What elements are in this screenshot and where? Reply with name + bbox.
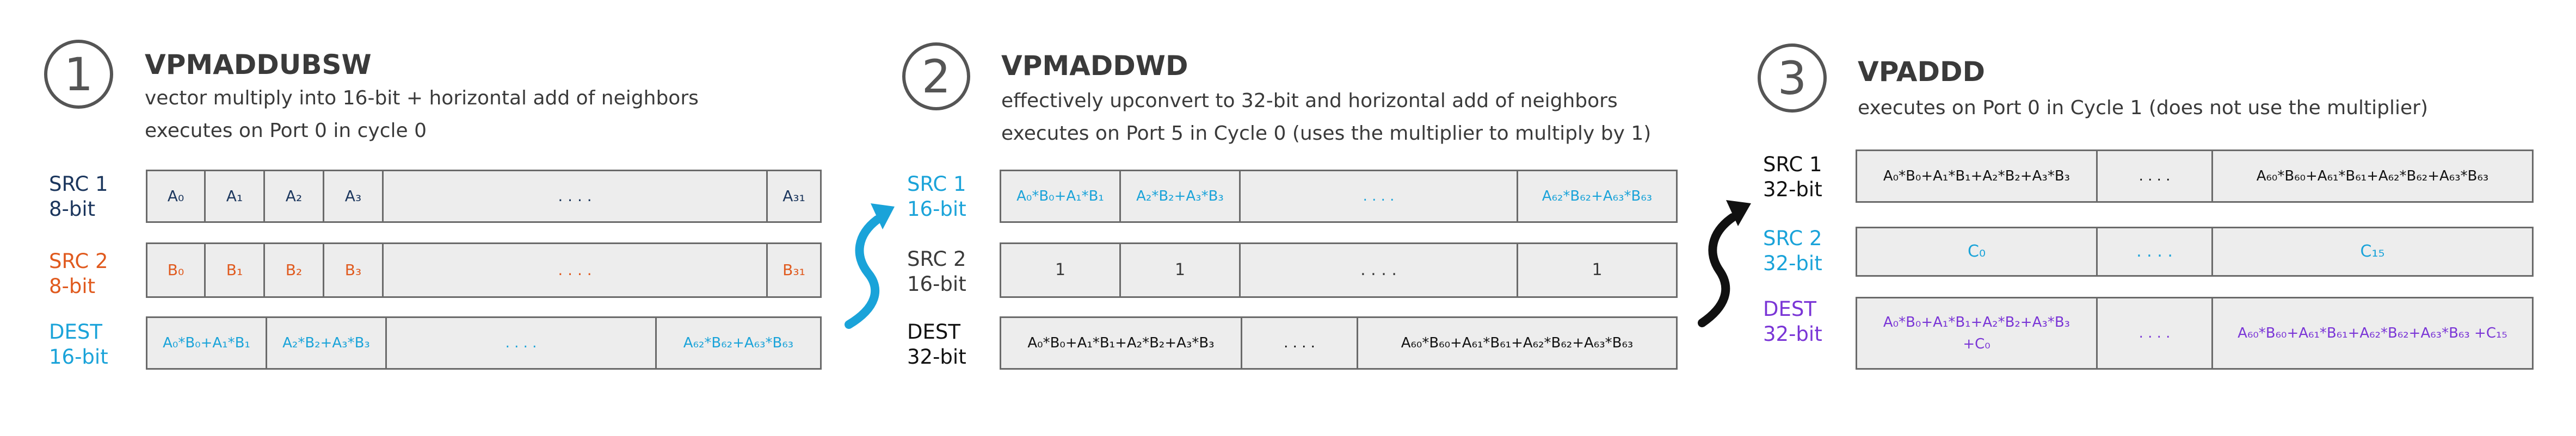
register-cell: . . . .: [1241, 244, 1518, 296]
register-cell: B₃₁: [782, 261, 805, 279]
step-3-src2-label-name: SRC 2: [1763, 227, 1822, 250]
step-1-dest-label-name: DEST: [49, 320, 102, 344]
step-2-src2-label-width: 16-bit: [907, 272, 966, 296]
step-3-dest-label-width: 32-bit: [1763, 322, 1822, 346]
step-1-title: VPMADDUBSW: [145, 49, 372, 80]
step-3-src1-label-name: SRC 1: [1763, 153, 1822, 176]
step-2-dest-label: [907, 320, 966, 370]
step-2-dest-label-width: 32-bit: [907, 345, 966, 369]
step-2-number: 2: [921, 49, 951, 103]
step-3-src2-label: [1763, 226, 1822, 276]
register-cell: 1: [1592, 260, 1603, 279]
step-3-src1-label: [1763, 152, 1822, 202]
step-2-src2-label: [907, 247, 966, 297]
register-cell: . . . .: [384, 171, 768, 221]
register-cell: A₀*B₀+A₁*B₁: [147, 318, 267, 368]
register-cell: A₀*B₀+A₁*B₁+A₂*B₂+A₃*B₃ +C₀: [1857, 298, 2098, 368]
register-cell: . . . .: [2098, 151, 2213, 201]
step-1-src1-label-name: SRC 1: [49, 172, 108, 196]
register-cell: . . . .: [387, 318, 657, 368]
step-2-src1-label: [907, 172, 966, 222]
register-cell: A₂*B₂+A₃*B₃: [1121, 171, 1241, 221]
step-3-src2-register: [1856, 227, 2534, 277]
register-cell: A₀: [147, 171, 206, 221]
register-cell: . . . .: [1242, 318, 1358, 368]
step-3-src1-label-width: 32-bit: [1763, 178, 1822, 201]
step-1-src2-label-name: SRC 2: [49, 250, 108, 273]
step-2-title: VPMADDWD: [1001, 50, 1188, 82]
step-3-dest-label: [1763, 297, 1822, 347]
step-1-src2-label-width: 8-bit: [49, 275, 96, 298]
register-cell: A₃₁: [782, 187, 805, 205]
step-1-src1-label-width: 8-bit: [49, 197, 96, 221]
step-1-desc-line-2: executes on Port 0 in cycle 0: [145, 120, 427, 142]
step-1-src2-label: [49, 249, 108, 299]
curved-arrow-up-icon: [1692, 187, 1758, 329]
step-1-desc-line-1: vector multiply into 16-bit + horizontal add of neighbors: [145, 87, 699, 109]
step-1-src1-label: [49, 172, 108, 222]
register-cell: A₀*B₀+A₁*B₁+A₂*B₂+A₃*B₃: [1857, 151, 2098, 201]
step-2-src2-register: [1000, 242, 1678, 298]
register-cell: A₀*B₀+A₁*B₁: [1001, 171, 1121, 221]
step-2-desc-line-1: effectively upconvert to 32-bit and horizontal add of neighbors: [1001, 90, 1618, 112]
step-1-dest-register: [146, 316, 822, 370]
register-cell: B₀: [147, 244, 206, 296]
step-2-number-circle: [902, 42, 970, 110]
step-1-dest-label-width: 16-bit: [49, 345, 108, 369]
step-1-src2-register: [146, 242, 822, 298]
register-cell: . . . .: [2098, 298, 2213, 368]
register-cell: . . . .: [2098, 228, 2213, 275]
step-3-src1-register: [1856, 150, 2534, 203]
step-3-dest-label-name: DEST: [1763, 297, 1816, 321]
register-cell: A₃: [324, 171, 384, 221]
step-2-src1-label-width: 16-bit: [907, 197, 966, 221]
register-cell: B₁: [206, 244, 265, 296]
register-cell: A₆₀*B₆₀+A₆₁*B₆₁+A₆₂*B₆₂+A₆₃*B₆₃ +C₁₅: [2238, 325, 2507, 341]
step-1-number: 1: [64, 47, 94, 101]
step-2-desc-line-2: executes on Port 5 in Cycle 0 (uses the multiplier to multiply by 1): [1001, 122, 1651, 145]
register-cell: A₂: [265, 171, 324, 221]
step-2-src1-register: [1000, 170, 1678, 223]
register-cell: A₆₂*B₆₂+A₆₃*B₆₃: [1542, 188, 1653, 204]
curved-arrow-up-icon: [838, 191, 903, 331]
register-cell: B₃: [324, 244, 384, 296]
register-cell: 1: [1001, 244, 1121, 296]
step-3-title: VPADDD: [1858, 56, 1985, 88]
step-2-src1-label-name: SRC 1: [907, 172, 966, 196]
register-cell: B₂: [265, 244, 324, 296]
register-cell: C₀: [1857, 228, 2098, 275]
step-3-number-circle: [1758, 43, 1827, 113]
step-2-src2-label-name: SRC 2: [907, 247, 966, 271]
step-3-src2-label-width: 32-bit: [1763, 252, 1822, 275]
step-3-number: 3: [1777, 51, 1807, 105]
register-cell: . . . .: [384, 244, 768, 296]
register-cell: 1: [1121, 244, 1241, 296]
register-cell: A₆₀*B₆₀+A₆₁*B₆₁+A₆₂*B₆₂+A₆₃*B₆₃: [2256, 168, 2489, 184]
register-cell: A₁: [206, 171, 265, 221]
register-cell: . . . .: [1241, 171, 1518, 221]
step-2-dest-register: [1000, 316, 1678, 370]
register-cell: A₆₂*B₆₂+A₆₃*B₆₃: [683, 335, 794, 351]
step-3-dest-register: [1856, 297, 2534, 370]
register-cell: A₂*B₂+A₃*B₃: [267, 318, 387, 368]
step-2-dest-label-name: DEST: [907, 320, 960, 344]
step-1-dest-label: [49, 320, 108, 370]
step-1-src1-register: [146, 170, 822, 223]
register-cell: A₀*B₀+A₁*B₁+A₂*B₂+A₃*B₃: [1001, 318, 1242, 368]
step-1-number-circle: [44, 40, 113, 109]
register-cell: A₆₀*B₆₀+A₆₁*B₆₁+A₆₂*B₆₂+A₆₃*B₆₃: [1401, 335, 1634, 351]
register-cell: C₁₅: [2360, 242, 2385, 261]
step-3-desc-line-1: executes on Port 0 in Cycle 1 (does not use the multiplier): [1858, 97, 2429, 119]
